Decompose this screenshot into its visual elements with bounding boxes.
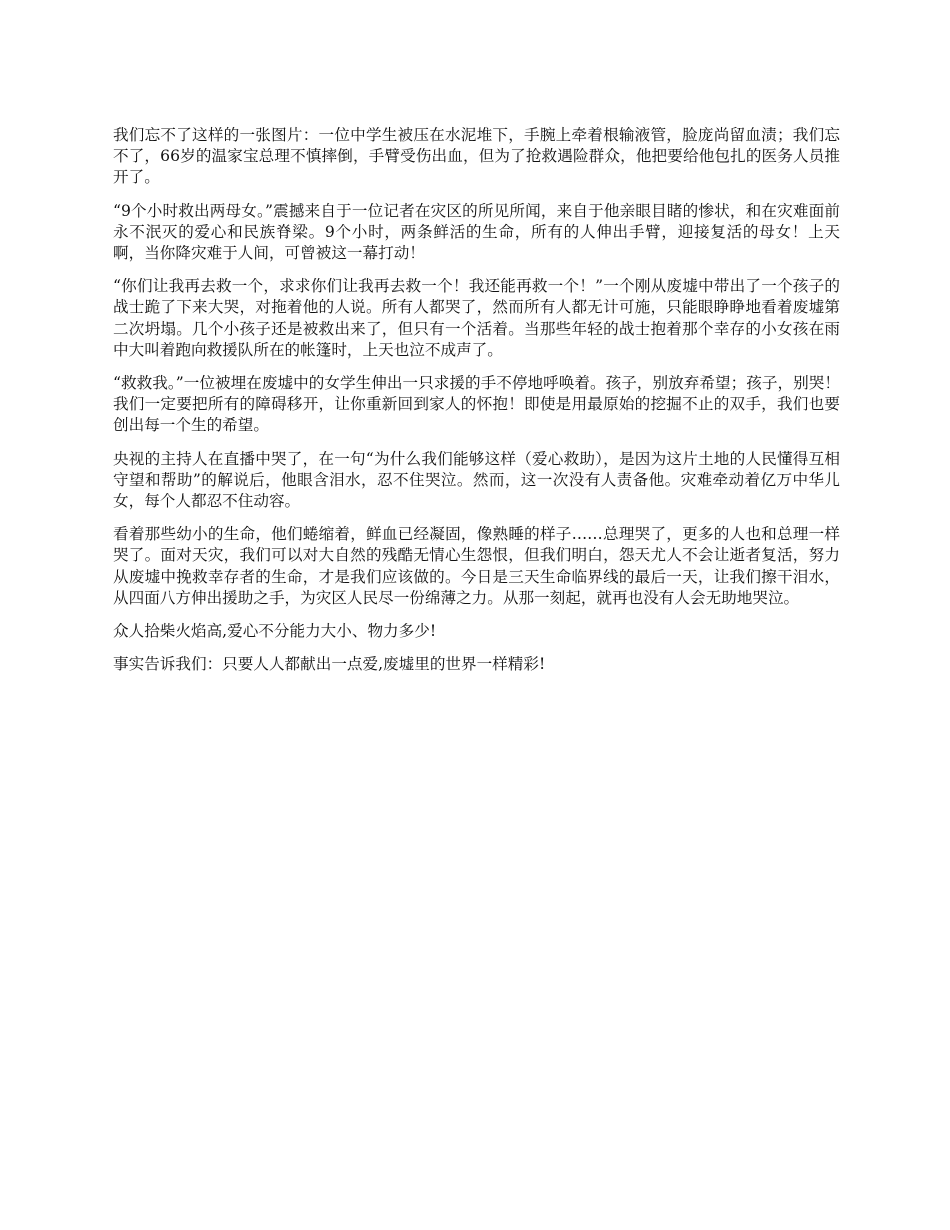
paragraph-5: 央视的主持人在直播中哭了，在一句“为什么我们能够这样（爱心救助），是因为这片土地的人民懂得互相守望和帮助”的解说后，他眼含泪水，忍不住哭泣。然而，这一次没有人责备他。灾难牵动着亿万中华儿女，每个人都忍不住动容。 [113, 449, 840, 511]
paragraph-4: “救救我。”一位被埋在废墟中的女学生伸出一只求援的手不停地呼唤着。孩子，别放弃希望；孩子，别哭！我们一定要把所有的障碍移开，让你重新回到家人的怀抱！即使是用最原始的挖掘不止的双手，我们也要创出每一个生的希望。 [113, 374, 840, 435]
paragraph-6: 看着那些幼小的生命，他们蜷缩着，鲜血已经凝固，像熟睡的样子……总理哭了，更多的人也和总理一样哭了。面对天灾，我们可以对大自然的残酷无情心生怨恨，但我们明白，怨天尤人不会让逝者复活，努力从废墟中挽救幸存者的生命，才是我们应该做的。今日是三天生命临界线的最后一天，让我们擦干泪水，从四面八方伸出援助之手，为灾区人民尽一份绵薄之力。从那一刻起，就再也没有人会无助地哭泣。 [113, 525, 840, 607]
paragraph-1: 我们忘不了这样的一张图片：一位中学生被压在水泥堆下，手腕上牵着根输液管，脸庞尚留血渍；我们忘不了，66岁的温家宝总理不慎摔倒，手臂受伤出血，但为了抢救遇险群众，他把要给他包扎的医务人员推开了。 [113, 126, 840, 187]
paragraph-7: 众人拾柴火焰高,爱心不分能力大小、物力多少! [113, 622, 437, 641]
paragraph-2: “9个小时救出两母女。”震撼来自于一位记者在灾区的所见所闻，来自于他亲眼目睹的惨状，和在灾难面前永不泯灭的爱心和民族脊梁。9个小时，两条鲜活的生命，所有的人伸出手臂，迎接复活的母女！上天啊，当你降灾难于人间，可曾被这一幕打动！ [113, 201, 840, 263]
paragraph-3: “你们让我再去救一个，求求你们让我再去救一个！我还能再救一个！”一个刚从废墟中带出了一个孩子的战士跪了下来大哭，对拖着他的人说。所有人都哭了，然而所有人都无计可施，只能眼睁睁地看着废墟第二次坍塌。几个小孩子还是被救出来了，但只有一个活着。当那些年轻的战士抱着那个幸存的小女孩在雨中大叫着跑向救援队所在的帐篷时，上天也泣不成声了。 [113, 277, 840, 359]
paragraph-8: 事实告诉我们：只要人人都献出一点爱,废墟里的世界一样精彩! [113, 655, 546, 674]
document-body [113, 125, 840, 687]
